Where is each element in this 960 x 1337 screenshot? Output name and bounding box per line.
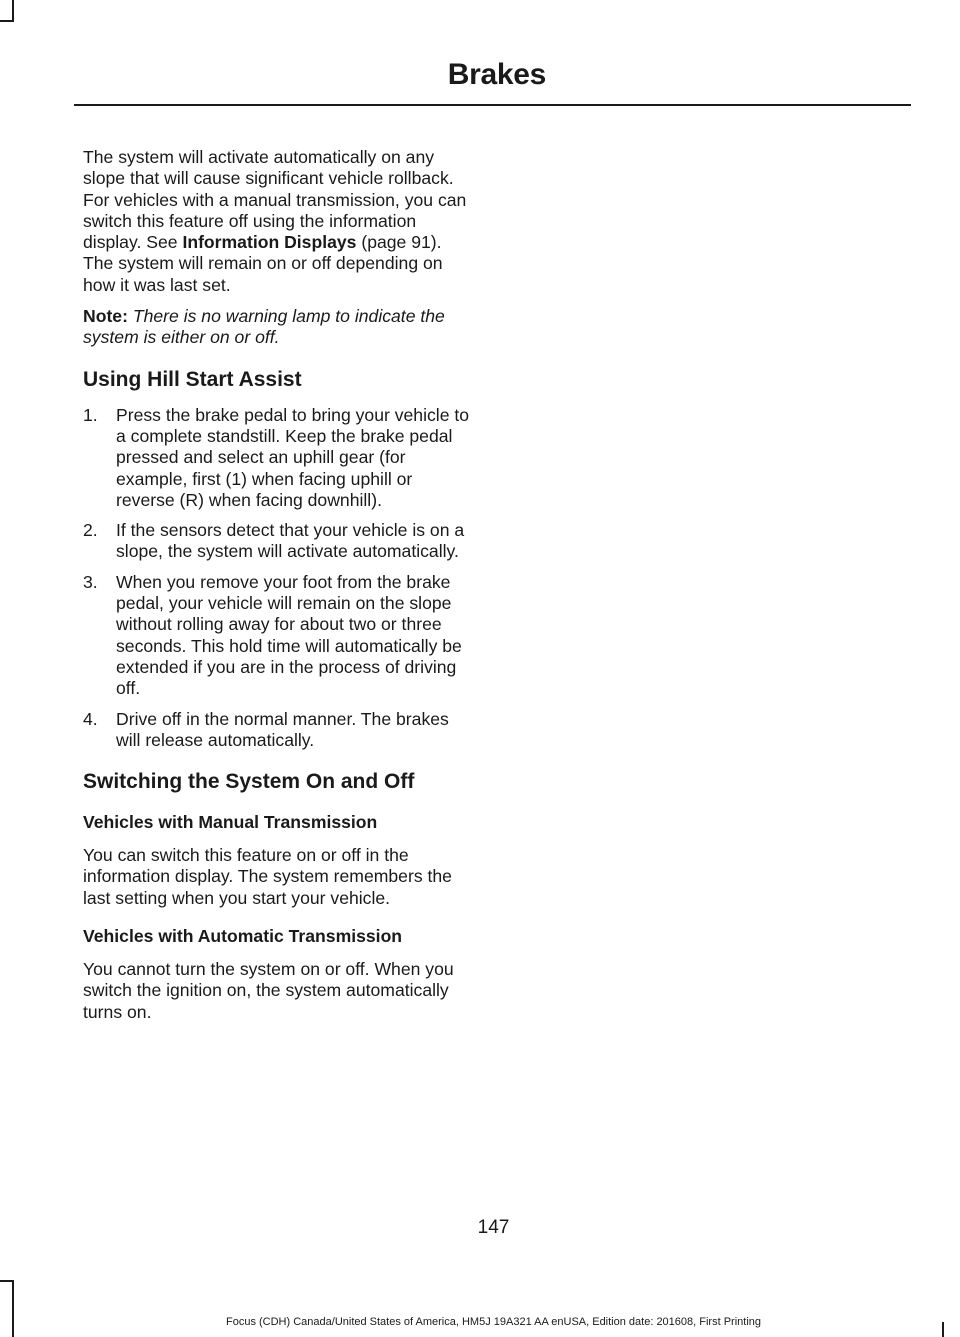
list-item: 2. If the sensors detect that your vehicle is on a slope, the system will activate automatically. — [83, 520, 465, 562]
list-item: 3. When you remove your foot from the brake pedal, your vehicle will remain on the slope without rolling away for about two or three seconds. This hold time will automatically be extended if you are in the process of driving off. — [83, 571, 462, 699]
list-item: 1. Press the brake pedal to bring your vehicle to a complete standstill. Keep the brake pedal pressed and select an uphill gear (for example, first (1) when facing uphill or reverse (R) when facing downhill). — [83, 404, 470, 510]
crop-mark-bottom-left-vertical — [12, 1280, 14, 1337]
list-item: 4. Drive off in the normal manner. The brakes will release automatically. — [83, 708, 449, 750]
header-rule — [74, 104, 911, 106]
manual-transmission-paragraph: You can switch this feature on or off in the information display. The system remembers the last setting when you start your vehicle. — [83, 845, 452, 908]
intro-paragraph: The system will activate automatically on any slope that will cause significant vehicle rollback. For vehicles with a manual transmission, you can switch this feature off using the information display. See Information Displays (page 91). The system will remain on or off depending on how it was last set. — [83, 147, 467, 295]
subheading-automatic-transmission: Vehicles with Automatic Transmission — [83, 926, 403, 947]
crop-mark-top-left-vertical — [12, 0, 14, 22]
footer-edition-text: Focus (CDH) Canada/United States of America, HM5J 19A321 AA enUSA, Edition date: 201608, First Printing — [226, 1316, 761, 1328]
crop-mark-bottom-left-horizontal — [0, 1280, 14, 1282]
note-label: Note: — [83, 306, 128, 327]
steps-list — [83, 405, 475, 751]
automatic-transmission-paragraph: You cannot turn the system on or off. When you switch the ignition on, the system automatically turns on. — [83, 959, 454, 1022]
section-heading-switching-system: Switching the System On and Off — [83, 770, 415, 794]
note-text: There is no warning lamp to indicate the system is either on or off. — [83, 306, 445, 348]
crop-mark-top-left-horizontal — [0, 20, 14, 22]
note-paragraph — [83, 306, 475, 349]
content-column — [83, 147, 475, 1033]
page-title: Brakes — [447, 58, 546, 91]
subheading-manual-transmission: Vehicles with Manual Transmission — [83, 812, 378, 833]
page-number: 147 — [477, 1217, 510, 1238]
section-heading-using-hill-start-assist: Using Hill Start Assist — [83, 367, 302, 391]
information-displays-link[interactable]: Information Displays — [182, 232, 357, 253]
